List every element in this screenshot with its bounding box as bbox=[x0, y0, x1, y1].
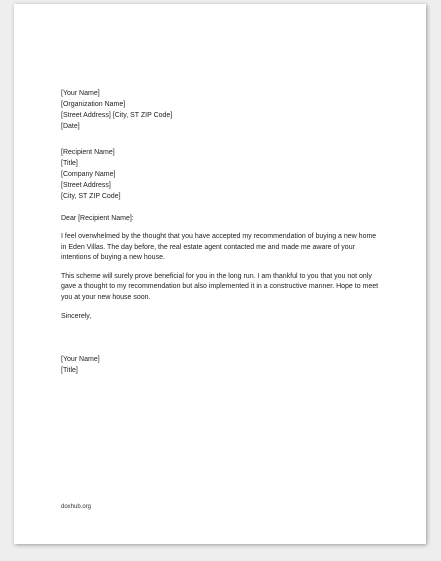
sender-name: [Your Name] bbox=[61, 90, 100, 97]
sender-block bbox=[61, 88, 381, 132]
salutation: Dear [Recipient Name]: bbox=[61, 215, 134, 222]
body-paragraph-1: I feel overwhelmed by the thought that you have accepted my recommendation of buying a new home in Eden Villas. The day before, the real estate agent contacted me and made me aware of your intentions of buying a new house. bbox=[61, 233, 377, 261]
signature-name: [Your Name] bbox=[61, 356, 100, 363]
closing: Sincerely, bbox=[61, 313, 92, 320]
recipient-name: [Recipient Name] bbox=[61, 149, 115, 156]
sender-organization: [Organization Name] bbox=[61, 101, 126, 108]
signature-block bbox=[61, 354, 381, 376]
footer-site: doxhub.org bbox=[61, 504, 92, 510]
body-paragraph-2: This scheme will surely prove beneficial for you in the long run. I am thankful to you that you not only gave a thought to my recommendation but also implemented it in a constructive manner. Hope to meet you at your new house soon. bbox=[61, 272, 379, 301]
letter-content bbox=[61, 88, 381, 376]
letter-date: [Date] bbox=[61, 123, 80, 130]
recipient-company: [Company Name] bbox=[61, 171, 116, 178]
recipient-title: [Title] bbox=[61, 160, 78, 167]
recipient-city: [City, ST ZIP Code] bbox=[61, 193, 121, 200]
signature-title: [Title] bbox=[61, 367, 78, 374]
recipient-street: [Street Address] bbox=[61, 182, 111, 189]
recipient-block bbox=[61, 147, 381, 202]
sender-address: [Street Address] [City, ST ZIP Code] bbox=[61, 112, 173, 119]
document-page bbox=[14, 4, 426, 544]
